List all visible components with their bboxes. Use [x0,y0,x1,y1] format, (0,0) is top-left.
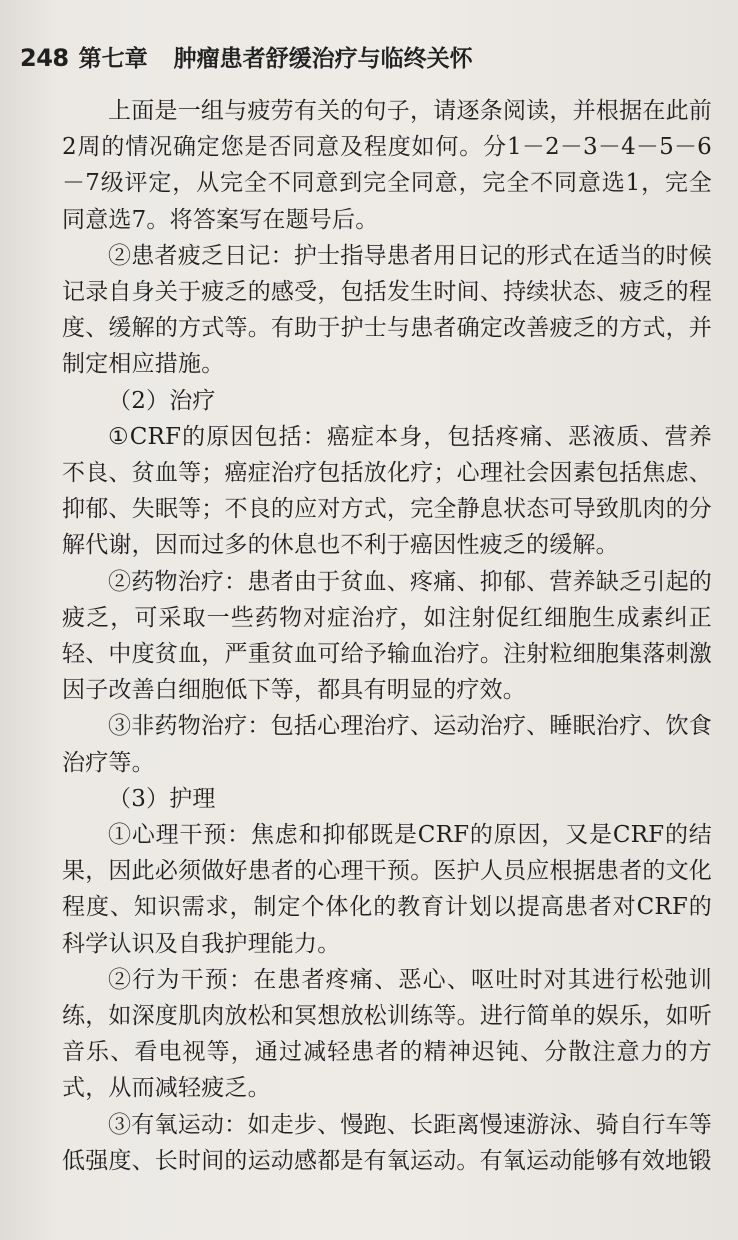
drug-treatment-paragraph: ②药物治疗：患者由于贫血、疼痛、抑郁、营养缺乏引起的疲乏，可采取一些药物对症治疗，如注射促红细胞生成素纠正轻、中度贫血，严重贫血可给予输血治疗。注射粒细胞集落刺激因子改善白细胞低下等，都具有明显的疗效。 [62,568,712,704]
psychological-intervention-paragraph: ①心理干预：焦虑和抑郁既是CRF的原因，又是CRF的结果，因此必须做好患者的心理干预。医护人员应根据患者的文化程度、知识需求，制定个体化的教育计划以提高患者对CRF的科学认识及自我护理能力。 [62,822,712,957]
chapter-title: 肿瘤患者舒缓治疗与临终关怀 [173,46,473,72]
crf-causes-paragraph: ①CRF的原因包括：癌症本身，包括疼痛、恶液质、营养不良、贫血等；癌症治疗包括放化疗；心理社会因素包括焦虑、抑郁、失眠等；不良的应对方式，完全静息状态可导致肌肉的分解代谢，因而过多的休息也不利于癌因性疲乏的缓解。 [62,423,712,559]
non-drug-treatment-paragraph: ③非药物治疗：包括心理治疗、运动治疗、睡眠治疗、饮食治疗等。 [62,713,712,776]
page-body [62,93,712,1179]
running-header [20,40,710,73]
aerobic-exercise-paragraph: ③有氧运动：如走步、慢跑、长距离慢速游泳、骑自行车等低强度、长时间的运动感都是有氧运动。有氧运动能够有效地锻 [62,1111,712,1174]
section-heading-nursing: （3）护理 [108,785,216,812]
behavioral-intervention-paragraph: ②行为干预：在患者疼痛、恶心、呕吐时对其进行松弛训练，如深度肌肉放松和冥想放松训练等。进行简单的娱乐，如听音乐、看电视等，通过减轻患者的精神迟钝、分散注意力的方式，从而减轻疲乏。 [62,966,712,1102]
section-heading-treatment: （2）治疗 [108,387,216,414]
chapter-label: 第七章 [78,46,148,72]
page-number: 248 [20,44,69,72]
fatigue-questionnaire-instructions: 上面是一组与疲劳有关的句子，请逐条阅读，并根据在此前2周的情况确定您是否同意及程度如何。分1－2－3－4－5－6－7级评定，从完全不同意到完全同意，完全不同意选1，完全同意选7。将答案写在题号后。 [62,98,712,233]
fatigue-diary-paragraph: ②患者疲乏日记：护士指导患者用日记的形式在适当的时候记录自身关于疲乏的感受，包括发生时间、持续状态、疲乏的程度、缓解的方式等。有助于护士与患者确定改善疲乏的方式，并制定相应措施。 [62,242,712,378]
